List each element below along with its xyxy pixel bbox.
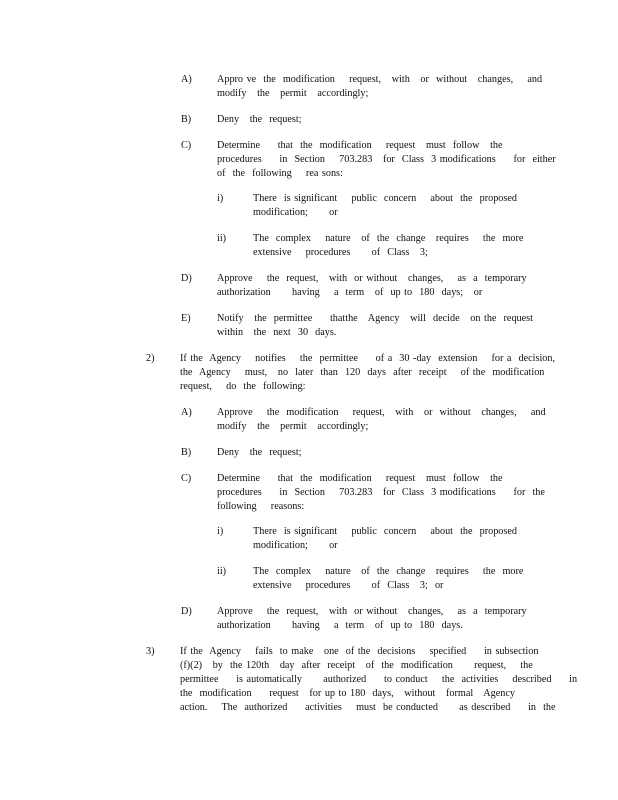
text-line: following reasons: xyxy=(217,501,305,512)
text-line: permittee is automatically authorized to conduct the activities described in xyxy=(180,674,578,685)
item-text xyxy=(217,272,557,300)
item-marker: D) xyxy=(181,273,192,284)
item-marker: i) xyxy=(217,526,224,537)
item-marker: A) xyxy=(181,74,192,85)
text-line: the modification request for up to 180 days, without formal Agency xyxy=(180,688,515,699)
item-text xyxy=(217,446,557,460)
item-marker: i) xyxy=(217,193,224,204)
text-line: request, do the following: xyxy=(180,381,306,392)
text-line: The complex nature of the change requires the more xyxy=(253,233,524,244)
item-text xyxy=(217,73,557,101)
text-line: Notify the permittee thatthe Agency will decide on the request xyxy=(217,313,533,324)
item-marker: A) xyxy=(181,407,192,418)
text-line: extensive procedures of Class 3; or xyxy=(253,580,444,591)
text-line: Approve the request, with or without changes, as a temporary xyxy=(217,606,527,617)
item-text xyxy=(253,192,583,220)
item-marker: C) xyxy=(181,473,192,484)
text-line: Determine that the modification request must follow the xyxy=(217,473,503,484)
text-line: There is significant public concern about the proposed xyxy=(253,193,517,204)
item-text xyxy=(180,645,578,715)
text-line: modification; or xyxy=(253,540,338,551)
item-text xyxy=(253,565,583,593)
text-line: Deny the request; xyxy=(217,447,302,458)
item-text xyxy=(217,605,557,633)
text-line: procedures in Section 703.283 for Class 3 modifications for either xyxy=(217,154,556,165)
text-line: authorization having a term of up to 180 days. xyxy=(217,620,463,631)
text-line: There is significant public concern about the proposed xyxy=(253,526,517,537)
item-marker: 2) xyxy=(146,353,155,364)
item-marker: E) xyxy=(181,313,191,324)
text-line: The complex nature of the change requires the more xyxy=(253,566,524,577)
item-marker: B) xyxy=(181,114,192,125)
text-line: Deny the request; xyxy=(217,114,302,125)
text-line: modify the permit accordingly; xyxy=(217,88,369,99)
text-line: action. The authorized activities must be conducted as described in the xyxy=(180,702,556,713)
text-line: Appro ve the modification request, with or without changes, and xyxy=(217,74,543,85)
item-marker: ii) xyxy=(217,566,227,577)
item-marker: 3) xyxy=(146,646,155,657)
item-marker: C) xyxy=(181,140,192,151)
item-text xyxy=(217,472,557,514)
text-line: (f)(2) by the 120th day after receipt of the modification request, the xyxy=(180,660,533,671)
text-line: procedures in Section 703.283 for Class 3 modifications for the xyxy=(217,487,545,498)
item-text xyxy=(217,312,557,340)
text-line: If the Agency fails to make one of the decisions specified in subsection xyxy=(180,646,539,657)
item-text xyxy=(253,525,583,553)
item-text xyxy=(217,139,557,181)
text-line: Approve the request, with or without changes, as a temporary xyxy=(217,273,527,284)
item-text xyxy=(180,352,560,394)
text-line: modify the permit accordingly; xyxy=(217,421,369,432)
text-line: authorization having a term of up to 180 days; or xyxy=(217,287,483,298)
item-text xyxy=(217,406,557,434)
item-marker: D) xyxy=(181,606,192,617)
text-line: Approve the modification request, with or without changes, and xyxy=(217,407,546,418)
text-line: If the Agency notifies the permittee of a 30 -day extension for a decision, xyxy=(180,353,556,364)
item-text xyxy=(217,113,557,127)
item-marker: ii) xyxy=(217,233,227,244)
item-marker: B) xyxy=(181,447,192,458)
text-line: Determine that the modification request must follow the xyxy=(217,140,503,151)
text-line: the Agency must, no later than 120 days after receipt of the modification xyxy=(180,367,545,378)
text-line: extensive procedures of Class 3; xyxy=(253,247,428,258)
item-text xyxy=(253,232,583,260)
text-line: of the following rea sons: xyxy=(217,168,343,179)
text-line: within the next 30 days. xyxy=(217,327,337,338)
text-line: modification; or xyxy=(253,207,338,218)
